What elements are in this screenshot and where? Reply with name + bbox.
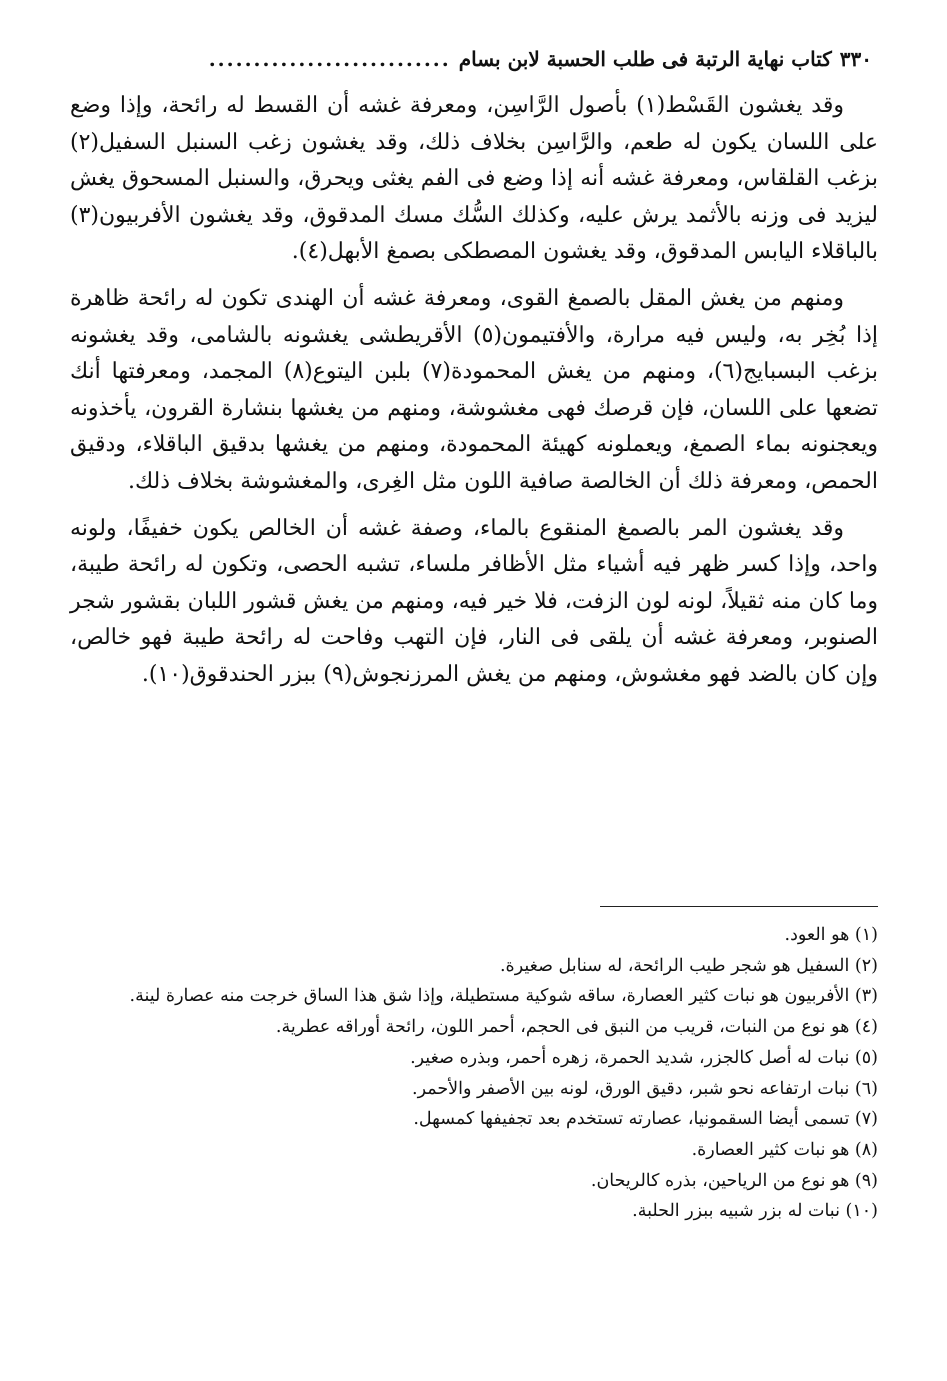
running-title: كتاب نهاية الرتبة فى طلب الحسبة لابن بسام	[458, 47, 832, 71]
footnote-1: (١) هو العود.	[784, 925, 878, 945]
footnote-6: (٦) نبات ارتفاعه نحو شبر، دقيق الورق، لونه بين الأصفر والأحمر.	[412, 1078, 878, 1099]
footnote-2: (٢) السفيل هو شجر طيب الرائحة، له سنابل صغيرة.	[499, 955, 878, 976]
footnote-3: (٣) الأفربيون هو نبات كثير العصارة، ساقه شوكية مستطيلة، وإذا شق هذا الساق خرجت منه عصارة لينة.	[129, 986, 878, 1007]
header-leader-dots: ...........................	[208, 47, 451, 71]
footnote-4: (٤) هو نوع من النبات، قريب من النبق فى الحجم، أحمر اللون، رائحة أوراقه عطرية.	[275, 1017, 878, 1038]
footnote-8: (٨) هو نبات كثير العصارة.	[691, 1139, 878, 1160]
paragraph-3: وقد يغشون المر بالصمغ المنقوع بالماء، وصفة غشه أن الخالص يكون خفيفًا، ولونه واحد، وإذا كسر ظهر فيه أشياء مثل الأظافر ملساء، تشبه الحصى، وتكون له رائحة طيبة، وما كان منه ثقيلاً، لونه لون الزفت، فلا خير فيه، ومنهم من يغش قشور اللبان بقشور شجر الصنوبر، ومعرفة غشه أن يلقى فى النار، فإن التهب وفاحت له رائحة طيبة فهو خالص، وإن كان بالضد فهو مغشوش، ومنهم من يغش المرزنجوش(٩) ببزر الحندقوق(١٠).	[70, 515, 878, 687]
page-number: ٣٣٠	[839, 47, 872, 71]
footnote-10: (١٠) نبات له بزر شبيه ببزر الحلبة.	[632, 1201, 878, 1222]
footnote-9: (٩) هو نوع من الرياحين، بذره كالريحان.	[590, 1170, 878, 1191]
page-header	[72, 42, 872, 76]
footnote-7: (٧) تسمى أيضا السقمونيا، عصارته تستخدم بعد تجفيفها كمسهل.	[413, 1109, 878, 1130]
footnotes-list	[70, 920, 878, 1227]
footnote-divider	[600, 906, 878, 907]
paragraph-2: ومنهم من يغش المقل بالصمغ القوى، ومعرفة غشه أن الهندى تكون له رائحة ظاهرة إذا بُخِر به، وليس فيه مرارة، والأفتيمون(٥) الأقريطشى يغشونه بالشامى، وقد يغشونه بزغب البسبايج(٦)، ومنهم من يغش المحمودة(٧) بلبن اليتوع(٨) المجمد، ومعرفتها أنك تضعها على اللسان، فإن قرصك فهى مغشوشة، ومنهم من يغشها بنشارة القرون، يأخذونه ويعجنونه بماء الصمغ، ويعملونه كهيئة المحمودة، ومنهم من يغشها بدقيق الباقلاء، ودقيق الحمص، ومعرفة ذلك أن الخالصة صافية اللون مثل الغِرى، والمغشوشة بخلاف ذلك.	[70, 285, 878, 494]
footnote-5: (٥) نبات له أصل كالجزر، شديد الحمرة، زهره أحمر، وبذره صغير.	[410, 1047, 878, 1068]
paragraph-1: وقد يغشون القَسْط(١) بأصول الرَّاسِن، ومعرفة غشه أن القسط له رائحة، وإذا وضع على اللسان يكون له طعم، والرَّاسِن بخلاف ذلك، وقد يغشون زغب السنبل السفيل(٢) بزغب القلقاس، ومعرفة غشه أنه إذا وضع فى الفم يغثى ويحرق، والسنبل المسحوق يغش ليزيد فى وزنه بالأثمد يرش عليه، وكذلك السُّك مسك المدقوق، وقد يغشون الأفربيون(٣) بالباقلاء اليابس المدقوق، وقد يغشون المصطكى بصمغ الأبهل(٤).	[70, 93, 878, 265]
main-text	[70, 88, 878, 694]
